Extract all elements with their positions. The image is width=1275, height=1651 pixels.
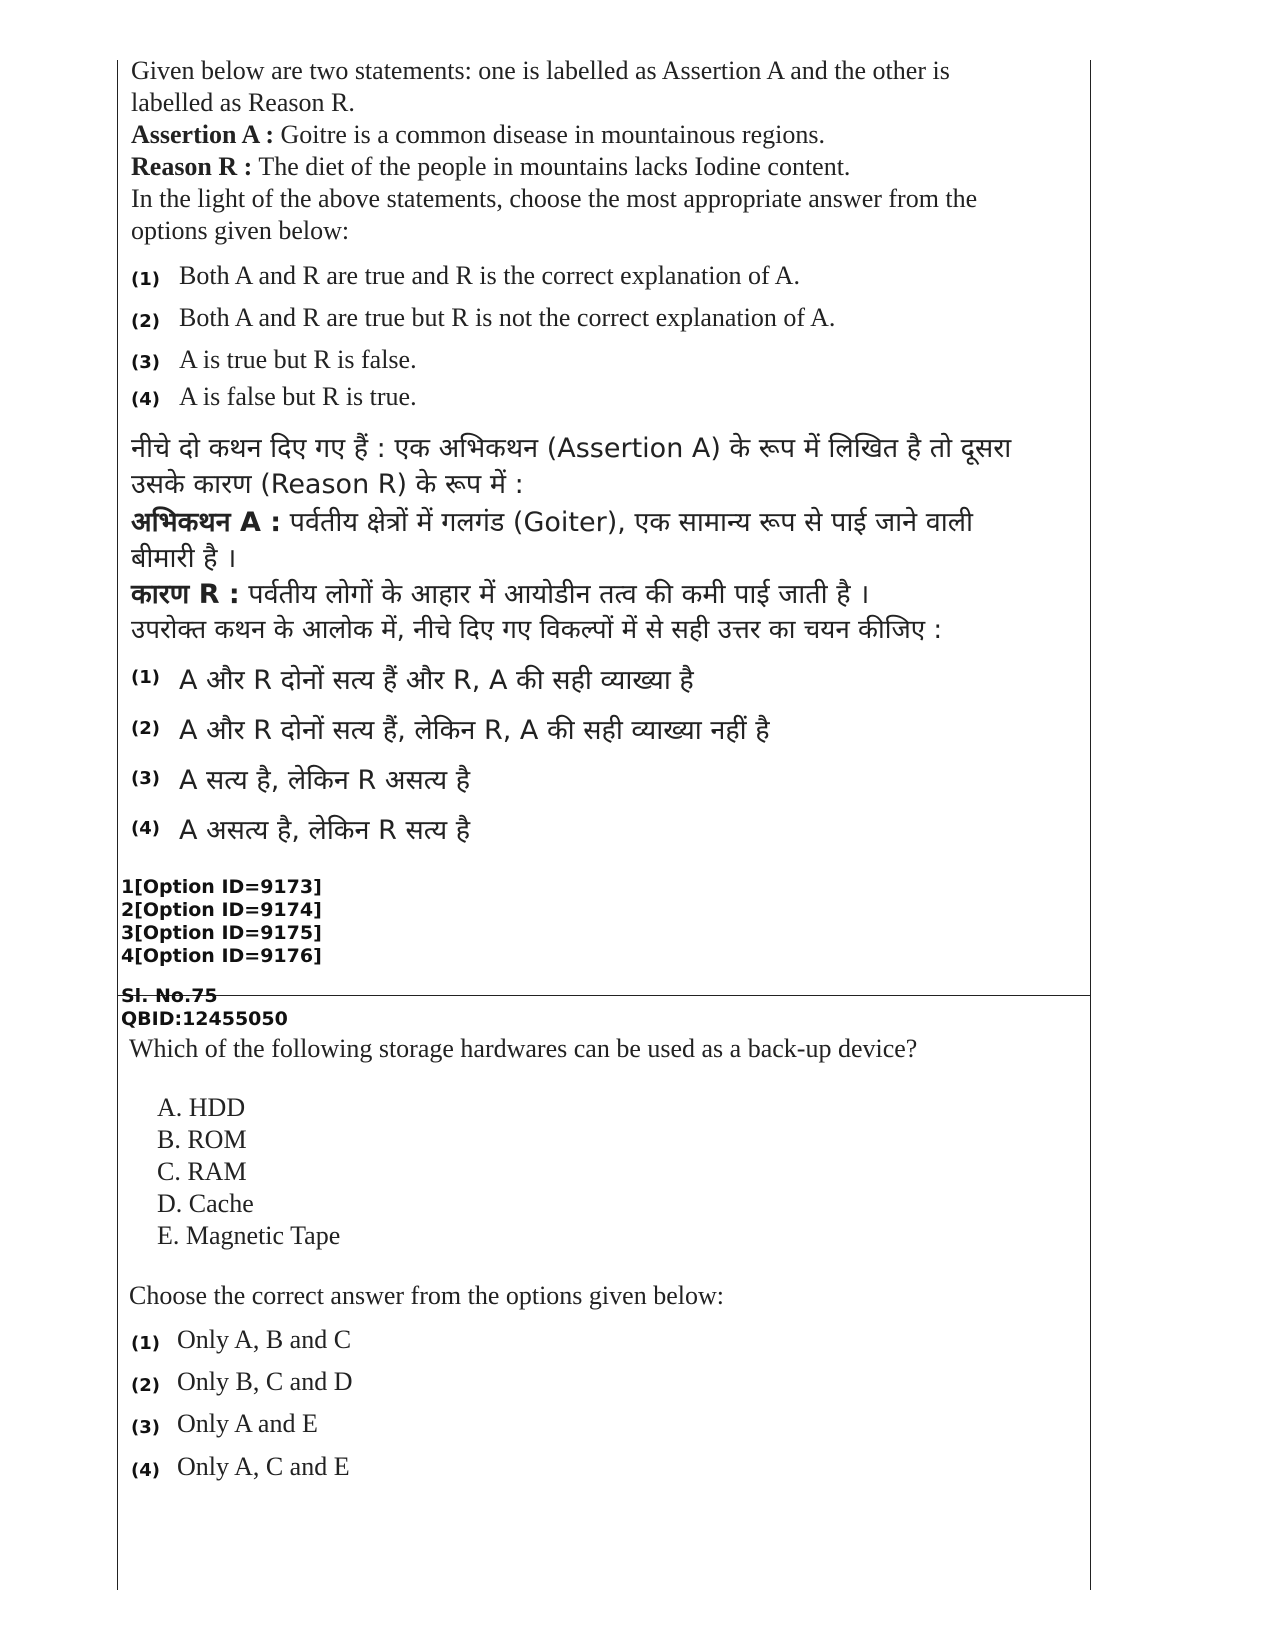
option-id: 2[Option ID=9174] (121, 899, 322, 921)
option-id: 1[Option ID=9173] (121, 876, 322, 898)
hi-assertion-label: अभिकथन A : (131, 507, 282, 538)
q75-item: E. Magnetic Tape (157, 1221, 341, 1250)
q74-en-option-num: (4) (131, 389, 160, 410)
hi-assertion-text: पर्वतीय क्षेत्रों में गलगंड (Goiter), एक सामान्य रूप से पाई जाने वाली (281, 507, 974, 538)
q74-en-option-text: Both A and R are true but R is not the correct explanation of A. (179, 303, 836, 332)
hi-reason-text: पर्वतीय लोगों के आहार में आयोडीन तत्व की कमी पाई जाती है । (239, 579, 870, 610)
reason-label: Reason R : (131, 152, 253, 181)
q74-hi-assertion-line1 (131, 502, 973, 539)
q75-meta (121, 985, 288, 1031)
q74-hi-option-num: (2) (131, 718, 160, 739)
q74-hi-option-num: (1) (131, 667, 160, 688)
q75-option-text: Only A, C and E (177, 1452, 350, 1481)
hi-reason-label: कारण R : (131, 579, 240, 610)
q74-en-option-num: (1) (131, 269, 160, 290)
q74-en-option-num: (3) (131, 352, 160, 373)
q75-item: A. HDD (157, 1093, 246, 1122)
serial-number: Sl. No.75 (121, 985, 218, 1007)
q75-choose: Choose the correct answer from the options given below: (129, 1281, 724, 1310)
q75-question: Which of the following storage hardwares can be used as a back-up device? (129, 1034, 918, 1063)
q75-option-text: Only A and E (177, 1409, 318, 1438)
q74-hi-intro-line1: नीचे दो कथन दिए गए हैं : एक अभिकथन (Assertion A) के रूप में लिखित है तो दूसरा (131, 433, 1012, 464)
q75-option-num: (1) (131, 1333, 160, 1354)
q74-hi-option-text: A और R दोनों सत्य हैं, लेकिन R, A की सही व्याख्या नहीं है (179, 715, 770, 746)
assertion-label: Assertion A : (131, 120, 274, 149)
q74-assertion (131, 120, 825, 150)
q74-hi-assertion-line2: बीमारी है । (131, 543, 237, 574)
q74-en-option-num: (2) (131, 311, 160, 332)
q75-item: C. RAM (157, 1157, 247, 1186)
reason-text: The diet of the people in mountains lacks Iodine content. (252, 152, 851, 181)
q74-en-option-text: A is true but R is false. (179, 345, 417, 374)
q75-option-num: (3) (131, 1417, 160, 1438)
assertion-text: Goitre is a common disease in mountainous regions. (274, 120, 825, 149)
q74-choose-line1: In the light of the above statements, choose the most appropriate answer from the (131, 184, 978, 213)
q74-reason (131, 152, 850, 182)
q74-hi-option-text: A सत्य है, लेकिन R असत्य है (179, 765, 471, 796)
q75-option-num: (4) (131, 1460, 160, 1481)
q75-item: B. ROM (157, 1125, 247, 1154)
qbid: QBID:12455050 (121, 1008, 288, 1030)
q74-hi-option-num: (3) (131, 768, 160, 789)
q75-option-text: Only A, B and C (177, 1325, 352, 1354)
q74-hi-option-text: A असत्य है, लेकिन R सत्य है (179, 815, 471, 846)
q74-intro-line1: Given below are two statements: one is labelled as Assertion A and the other is (131, 56, 950, 85)
q75-item: D. Cache (157, 1189, 254, 1218)
q75-option-num: (2) (131, 1375, 160, 1396)
option-id: 4[Option ID=9176] (121, 945, 322, 967)
q74-intro-line2: labelled as Reason R. (131, 88, 355, 117)
q74-hi-choose: उपरोक्त कथन के आलोक में, नीचे दिए गए विकल्पों में से सही उत्तर का चयन कीजिए : (131, 615, 943, 645)
q75-option-text: Only B, C and D (177, 1367, 353, 1396)
q74-hi-intro-line2: उसके कारण (Reason R) के रूप में : (131, 469, 524, 500)
q74-en-option-text: A is false but R is true. (179, 382, 417, 411)
q74-hi-option-text: A और R दोनों सत्य हैं और R, A की सही व्याख्या है (179, 665, 694, 696)
option-id-list (121, 876, 322, 968)
q74-en-option-text: Both A and R are true and R is the correct explanation of A. (179, 261, 800, 290)
q74-hi-reason (131, 574, 869, 611)
q74-choose-line2: options given below: (131, 216, 350, 245)
q74-hi-option-num: (4) (131, 818, 160, 839)
option-id: 3[Option ID=9175] (121, 922, 322, 944)
